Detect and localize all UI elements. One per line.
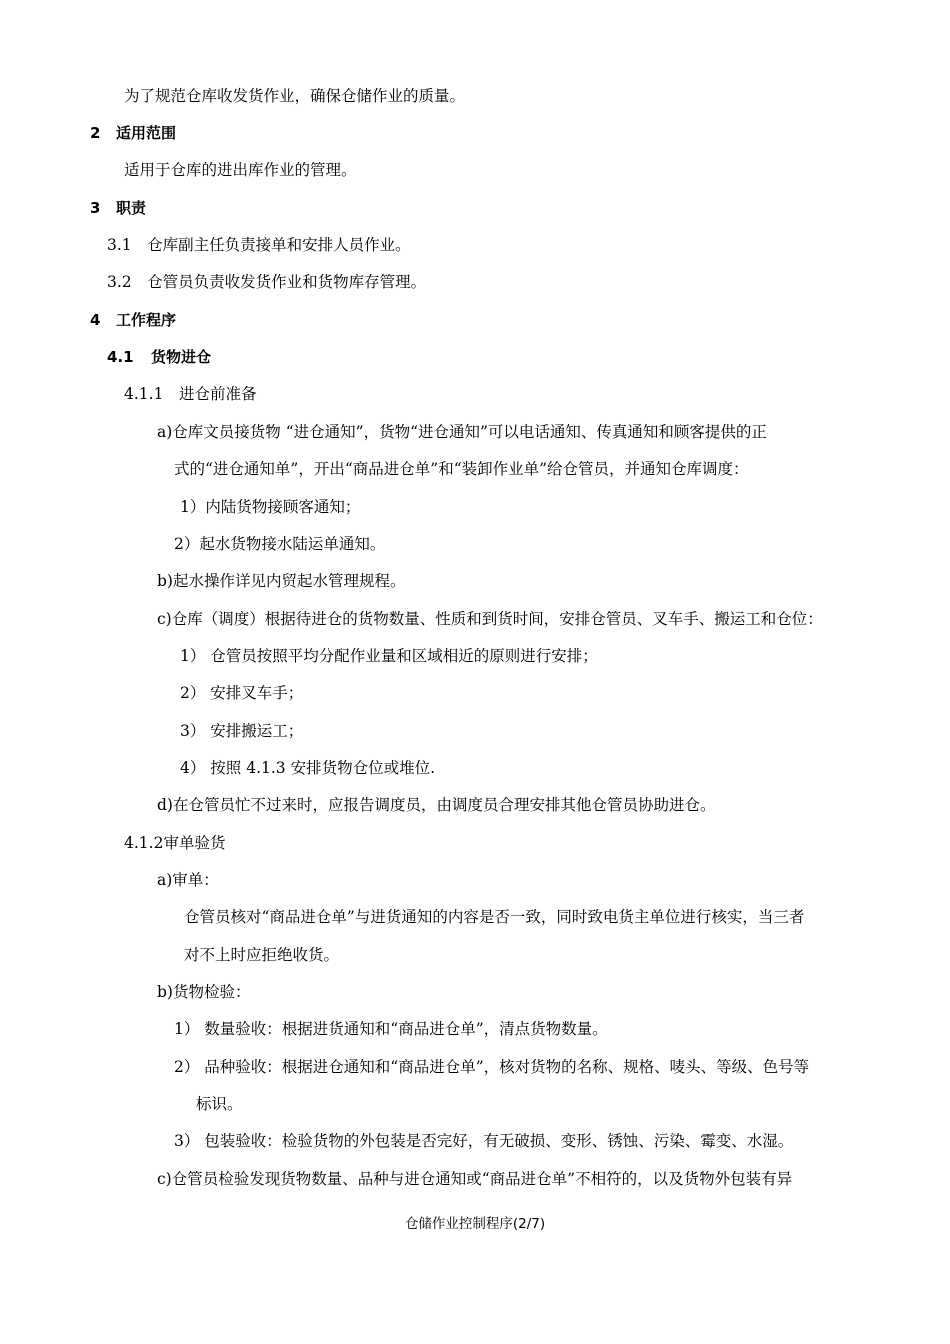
item-d: d)在仓管员忙不过来时，应报告调度员，由调度员合理安排其他仓管员协助进仓。 — [157, 796, 716, 814]
section-3-heading — [90, 198, 146, 218]
section-title: 适用范围 — [116, 124, 177, 142]
item-a-sub-2: 2）起水货物接水陆运单通知。 — [174, 535, 386, 553]
item-a-line-2: 式的“进仓通知单”，开出“商品进仓单”和“装卸作业单”给仓管员，并通知仓库调度： — [174, 460, 749, 478]
item-a-line-1: a)仓库文员接货物 “进仓通知”，货物“进仓通知”可以电话通知、传真通知和顾客提供的正 — [157, 423, 767, 441]
item-c-sub-4: 4） 按照 4.1.3 安排货物仓位或堆位. — [180, 759, 436, 777]
section-4-1-1-heading: 4.1.1 进仓前准备 — [124, 385, 257, 403]
item-c-sub-3: 3） 安排搬运工； — [180, 722, 304, 740]
section-number: 4.1 — [107, 348, 134, 366]
item-a-review: a)审单： — [157, 871, 219, 889]
section-4-heading — [90, 310, 176, 330]
item-c: c)仓库（调度）根据待进仓的货物数量、性质和到货时间，安排仓管员、叉车手、搬运工和仓位： — [157, 610, 823, 628]
item-c-sub-1: 1） 仓管员按照平均分配作业量和区域相近的原则进行安排； — [180, 647, 598, 665]
item-b-sub-2-line-1: 2） 品种验收：根据进仓通知和“商品进仓单”，核对货物的名称、规格、唛头、等级、色号等 — [174, 1058, 810, 1076]
section-title: 职责 — [116, 199, 147, 217]
section-3-1: 3.1 仓库副主任负责接单和安排人员作业。 — [107, 236, 411, 254]
item-b: b)起水操作详见内贸起水管理规程。 — [157, 572, 406, 590]
item-b-inspection: b)货物检验： — [157, 983, 251, 1001]
item-c-mismatch: c)仓管员检验发现货物数量、品种与进仓通知或“商品进仓单”不相符的，以及货物外包装有异 — [157, 1170, 793, 1188]
section-4-1-2-heading: 4.1.2审单验货 — [124, 834, 226, 852]
item-c-sub-2: 2） 安排叉车手； — [180, 684, 304, 702]
section-title: 工作程序 — [116, 311, 177, 329]
section-2-text: 适用于仓库的进出库作业的管理。 — [124, 161, 357, 179]
page-footer: 仓储作业控制程序(2/7) — [404, 1216, 546, 1232]
section-3-2: 3.2 仓管员负责收发货作业和货物库存管理。 — [107, 273, 427, 291]
item-a-text-1: 仓管员核对“商品进仓单”与进货通知的内容是否一致，同时致电货主单位进行核实，当三者 — [184, 908, 805, 926]
section-number: 3 — [90, 199, 101, 217]
section-title: 货物进仓 — [151, 348, 212, 366]
item-b-sub-2-line-2: 标识。 — [196, 1095, 243, 1113]
item-b-sub-1: 1） 数量验收：根据进货通知和“商品进仓单”，清点货物数量。 — [174, 1020, 608, 1038]
item-b-sub-3: 3） 包装验收：检验货物的外包装是否完好，有无破损、变形、锈蚀、污染、霉变、水湿。 — [174, 1132, 794, 1150]
section-number: 2 — [90, 124, 101, 142]
section-2-heading — [90, 123, 176, 143]
intro-text: 为了规范仓库收发货作业，确保仓储作业的质量。 — [124, 87, 466, 105]
section-4-1-heading — [107, 347, 211, 367]
item-a-text-2: 对不上时应拒绝收货。 — [184, 946, 340, 964]
item-a-sub-1: 1）内陆货物接顾客通知； — [180, 498, 361, 516]
section-number: 4 — [90, 311, 101, 329]
